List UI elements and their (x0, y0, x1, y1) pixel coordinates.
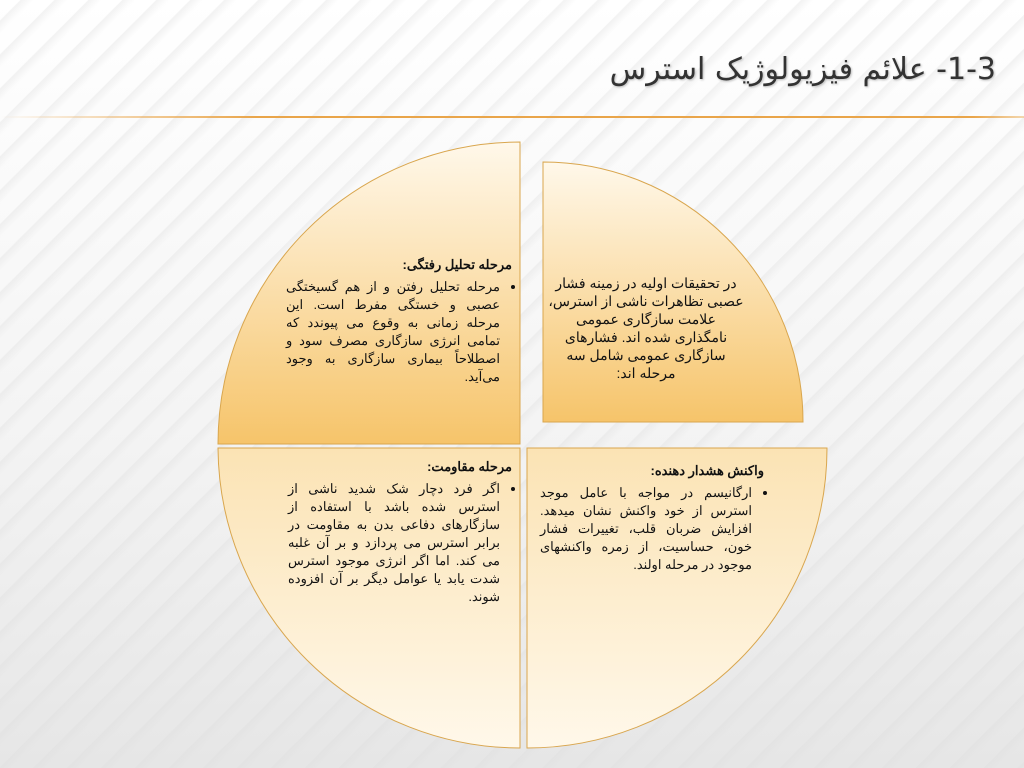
quadrant-heading: مرحله مقاومت: (427, 459, 512, 474)
quadrant-alarm (540, 462, 764, 574)
quadrant-heading: مرحله تحلیل رفتگی: (402, 257, 512, 272)
quadrant-exhaustion (286, 256, 512, 386)
quadrant-resistance (288, 458, 512, 606)
quadrant-heading: واکنش هشدار دهنده: (650, 463, 764, 478)
quadrant-bullet: • مرحله تحلیل رفتن و از هم گسیختگی عصبی و خستگی مفرط است. این مرحله زمانی به وقوع می پیوندد که تمامی انرژی سازگاری مصرف سود و اصطلاحاً بیماری سازگاری به وجود می‌آید. (286, 278, 500, 386)
slide-title: 1-3- علائم فیزیولوژیک استرس (609, 52, 996, 87)
quadrant-bullet: • اگر فرد دچار شک شدید ناشی از استرس شده باشد با استفاده از سازگارهای دفاعی بدن به مقاومت در برابر استرس می پردازد و بر آن غلبه می کند. اما اگر انرژی موجود استرس شدت یابد یا عوامل دیگر بر آن افزوده شوند. (288, 480, 500, 606)
quadrant-intro-text: در تحقیقات اولیه در زمینه فشار عصبی تظاهرات ناشی از استرس، علامت سازگاری عمومی نامگذاری شده اند. فشارهای سازگاری عمومی شامل سه مرحله اند: (548, 275, 744, 381)
quadrant-intro (548, 274, 744, 382)
quadrant-bullet: • ارگانیسم در مواجه با عامل موجد استرس از خود واکنش نشان میدهد. افزایش ضربان قلب، تغییرات فشار خون، حساسیت، از زمره واکنشهای موجود در مرحله اولند. (540, 484, 752, 574)
